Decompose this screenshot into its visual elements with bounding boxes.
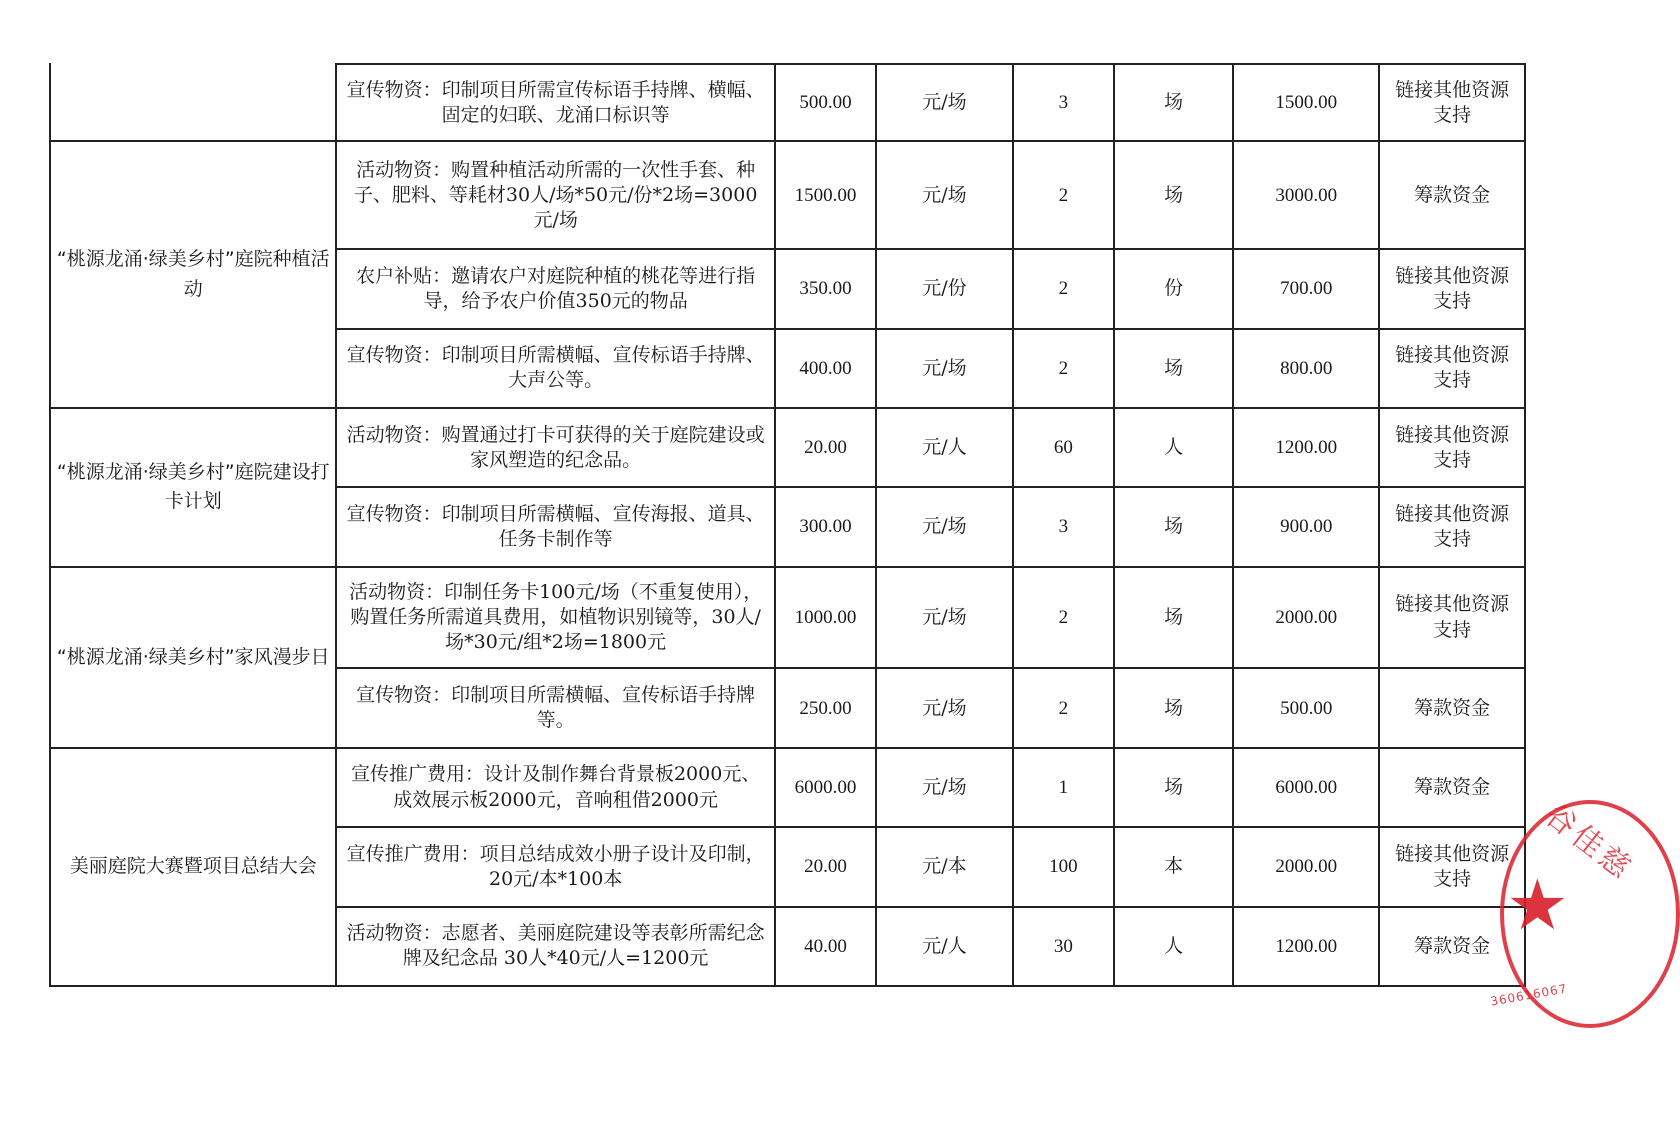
item-description-cell: 活动物资：志愿者、美丽庭院建设等表彰所需纪念牌及纪念品 30人*40元/人=1200元 bbox=[336, 907, 774, 986]
subtotal-cell: 2000.00 bbox=[1233, 827, 1379, 906]
quantity-cell: 3 bbox=[1013, 64, 1114, 141]
subtotal-cell: 6000.00 bbox=[1233, 748, 1379, 827]
quantity-unit-cell: 人 bbox=[1114, 408, 1233, 487]
quantity-unit-cell: 场 bbox=[1114, 487, 1233, 566]
unit-price-cell: 20.00 bbox=[775, 408, 876, 487]
quantity-unit-cell: 本 bbox=[1114, 827, 1233, 906]
subtotal-cell: 800.00 bbox=[1233, 329, 1379, 408]
quantity-cell: 60 bbox=[1013, 408, 1114, 487]
price-unit-cell: 元/人 bbox=[876, 408, 1013, 487]
table-row bbox=[50, 141, 1525, 249]
seal-ring bbox=[1500, 800, 1680, 1028]
seal-text: 谷佳慈 bbox=[1537, 797, 1640, 888]
unit-price-cell: 40.00 bbox=[775, 907, 876, 986]
official-seal bbox=[1489, 797, 1680, 1028]
quantity-cell: 2 bbox=[1013, 567, 1114, 669]
funding-source-cell: 筹款资金 bbox=[1379, 907, 1525, 986]
subtotal-cell: 1500.00 bbox=[1233, 64, 1379, 141]
quantity-unit-cell: 场 bbox=[1114, 141, 1233, 249]
funding-source-cell: 筹款资金 bbox=[1379, 668, 1525, 747]
price-unit-cell: 元/场 bbox=[876, 329, 1013, 408]
table-row bbox=[50, 64, 1525, 141]
quantity-cell: 100 bbox=[1013, 827, 1114, 906]
quantity-unit-cell: 人 bbox=[1114, 907, 1233, 986]
unit-price-cell: 6000.00 bbox=[775, 748, 876, 827]
item-description-cell: 宣传物资：印制项目所需横幅、宣传标语手持牌等。 bbox=[336, 668, 774, 747]
quantity-cell: 2 bbox=[1013, 668, 1114, 747]
item-description-cell: 活动物资：印制任务卡100元/场（不重复使用），购置任务所需道具费用，如植物识别镜等，30人/场*30元/组*2场=1800元 bbox=[336, 567, 774, 669]
table-row bbox=[50, 408, 1525, 487]
quantity-cell: 1 bbox=[1013, 748, 1114, 827]
unit-price-cell: 20.00 bbox=[775, 827, 876, 906]
quantity-unit-cell: 份 bbox=[1114, 249, 1233, 328]
price-unit-cell: 元/人 bbox=[876, 907, 1013, 986]
unit-price-cell: 250.00 bbox=[775, 668, 876, 747]
activity-name-cell: 美丽庭院大赛暨项目总结大会 bbox=[50, 748, 336, 986]
budget-table bbox=[49, 63, 1526, 987]
subtotal-cell: 500.00 bbox=[1233, 668, 1379, 747]
price-unit-cell: 元/场 bbox=[876, 668, 1013, 747]
activity-name-cell bbox=[50, 64, 336, 141]
table-row bbox=[50, 748, 1525, 827]
seal-star-icon: ★ bbox=[1506, 864, 1569, 946]
quantity-cell: 2 bbox=[1013, 141, 1114, 249]
item-description-cell: 宣传物资：印制项目所需横幅、宣传标语手持牌、大声公等。 bbox=[336, 329, 774, 408]
quantity-cell: 30 bbox=[1013, 907, 1114, 986]
item-description-cell: 农户补贴：邀请农户对庭院种植的桃花等进行指导，给予农户价值350元的物品 bbox=[336, 249, 774, 328]
subtotal-cell: 1200.00 bbox=[1233, 907, 1379, 986]
seal-number: 360616067 bbox=[1489, 981, 1569, 1009]
quantity-unit-cell: 场 bbox=[1114, 668, 1233, 747]
unit-price-cell: 500.00 bbox=[775, 64, 876, 141]
funding-source-cell: 链接其他资源支持 bbox=[1379, 487, 1525, 566]
funding-source-cell: 链接其他资源支持 bbox=[1379, 567, 1525, 669]
quantity-cell: 2 bbox=[1013, 329, 1114, 408]
activity-name-cell: “桃源龙涌·绿美乡村”家风漫步日 bbox=[50, 567, 336, 748]
item-description-cell: 活动物资：购置种植活动所需的一次性手套、种子、肥料、等耗材30人/场*50元/份*2场=3000元/场 bbox=[336, 141, 774, 249]
price-unit-cell: 元/场 bbox=[876, 748, 1013, 827]
funding-source-cell: 链接其他资源支持 bbox=[1379, 408, 1525, 487]
subtotal-cell: 1200.00 bbox=[1233, 408, 1379, 487]
item-description-cell: 宣传推广费用：设计及制作舞台背景板2000元、成效展示板2000元，音响租借2000元 bbox=[336, 748, 774, 827]
subtotal-cell: 700.00 bbox=[1233, 249, 1379, 328]
subtotal-cell: 3000.00 bbox=[1233, 141, 1379, 249]
subtotal-cell: 900.00 bbox=[1233, 487, 1379, 566]
subtotal-cell: 2000.00 bbox=[1233, 567, 1379, 669]
quantity-cell: 3 bbox=[1013, 487, 1114, 566]
funding-source-cell: 链接其他资源支持 bbox=[1379, 329, 1525, 408]
activity-name-cell: “桃源龙涌·绿美乡村”庭院种植活动 bbox=[50, 141, 336, 408]
price-unit-cell: 元/场 bbox=[876, 64, 1013, 141]
table-body bbox=[50, 64, 1525, 986]
table-row bbox=[50, 567, 1525, 669]
funding-source-cell: 筹款资金 bbox=[1379, 141, 1525, 249]
unit-price-cell: 1500.00 bbox=[775, 141, 876, 249]
unit-price-cell: 300.00 bbox=[775, 487, 876, 566]
item-description-cell: 宣传推广费用：项目总结成效小册子设计及印制，20元/本*100本 bbox=[336, 827, 774, 906]
quantity-unit-cell: 场 bbox=[1114, 64, 1233, 141]
price-unit-cell: 元/场 bbox=[876, 567, 1013, 669]
quantity-cell: 2 bbox=[1013, 249, 1114, 328]
funding-source-cell: 链接其他资源支持 bbox=[1379, 249, 1525, 328]
activity-name-cell: “桃源龙涌·绿美乡村”庭院建设打卡计划 bbox=[50, 408, 336, 567]
unit-price-cell: 1000.00 bbox=[775, 567, 876, 669]
unit-price-cell: 350.00 bbox=[775, 249, 876, 328]
item-description-cell: 宣传物资：印制项目所需横幅、宣传海报、道具、任务卡制作等 bbox=[336, 487, 774, 566]
price-unit-cell: 元/份 bbox=[876, 249, 1013, 328]
price-unit-cell: 元/场 bbox=[876, 141, 1013, 249]
unit-price-cell: 400.00 bbox=[775, 329, 876, 408]
funding-source-cell: 筹款资金 bbox=[1379, 748, 1525, 827]
item-description-cell: 宣传物资：印制项目所需宣传标语手持牌、横幅、固定的妇联、龙涌口标识等 bbox=[336, 64, 774, 141]
price-unit-cell: 元/场 bbox=[876, 487, 1013, 566]
quantity-unit-cell: 场 bbox=[1114, 329, 1233, 408]
quantity-unit-cell: 场 bbox=[1114, 748, 1233, 827]
item-description-cell: 活动物资：购置通过打卡可获得的关于庭院建设或家风塑造的纪念品。 bbox=[336, 408, 774, 487]
funding-source-cell: 链接其他资源支持 bbox=[1379, 64, 1525, 141]
funding-source-cell: 链接其他资源支持 bbox=[1379, 827, 1525, 906]
quantity-unit-cell: 场 bbox=[1114, 567, 1233, 669]
price-unit-cell: 元/本 bbox=[876, 827, 1013, 906]
